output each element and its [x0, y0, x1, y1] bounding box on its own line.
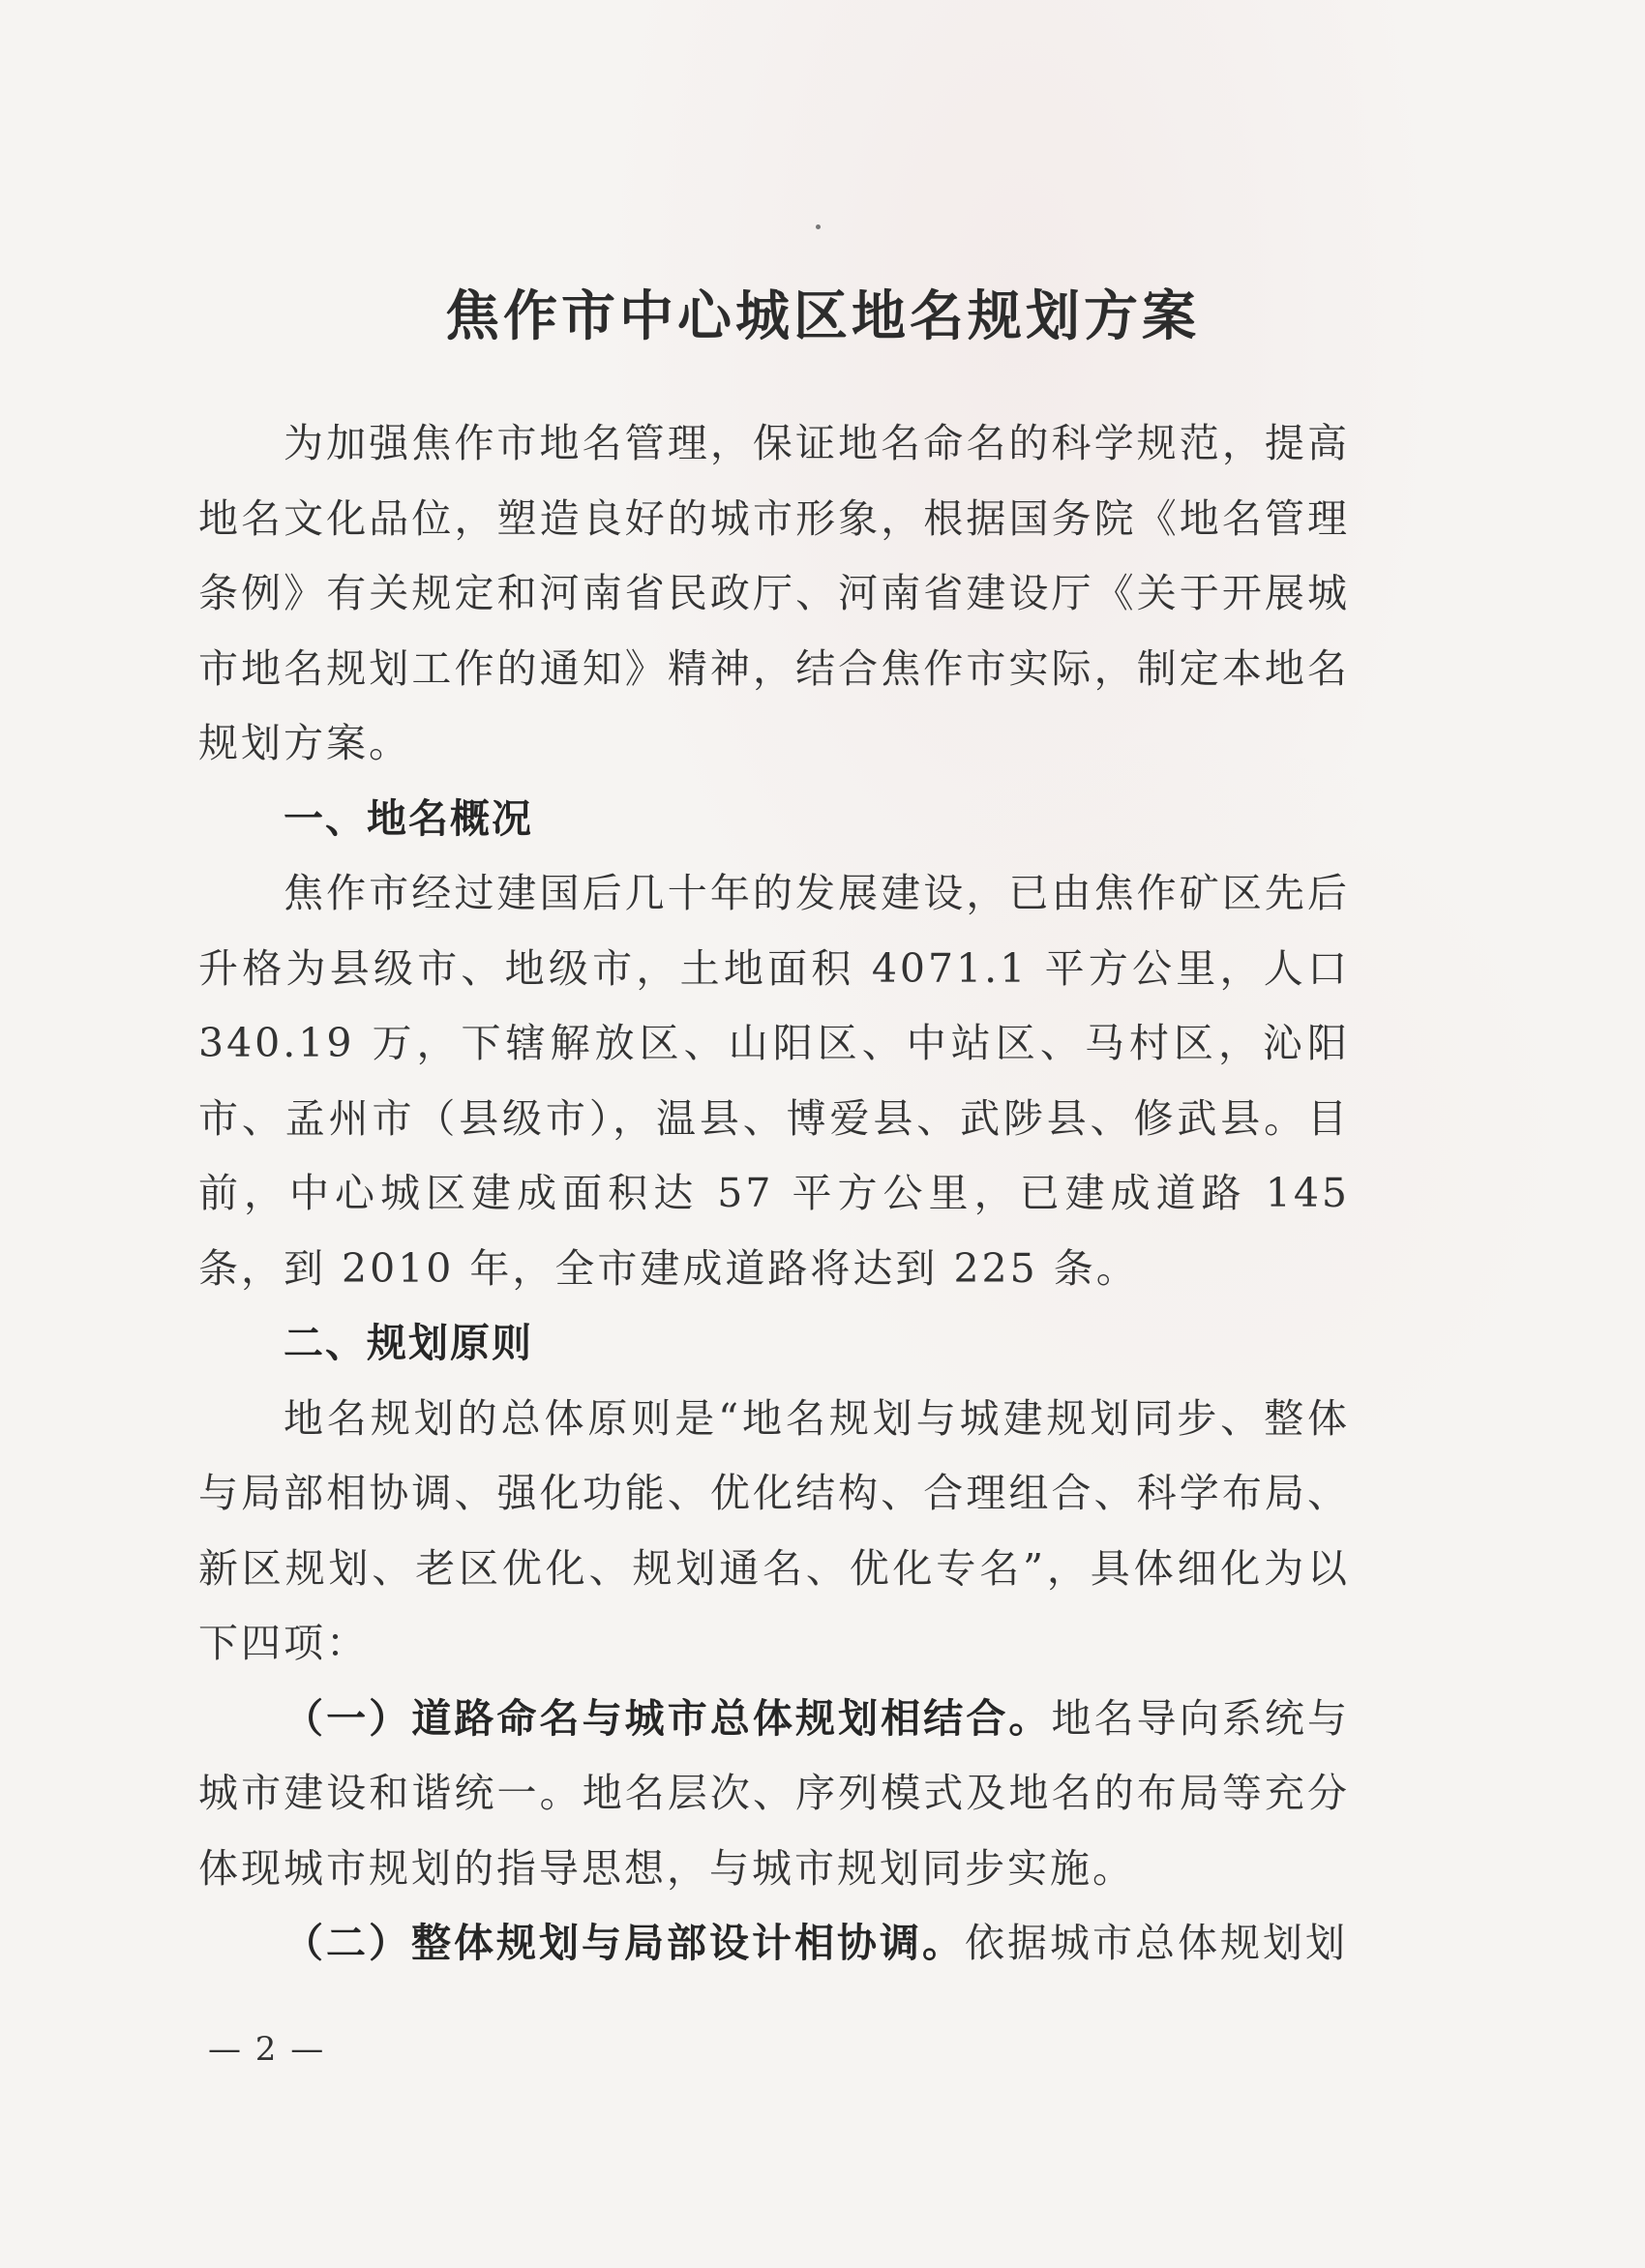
principles-paragraph: 地名规划的总体原则是“地名规划与城建规划同步、整体与局部相协调、强化功能、优化结构、合理组合、科学布局、新区规划、老区优化、规划通名、优化专名”，具体细化为以下四项： — [198, 1394, 1350, 1666]
principle-item-1-lead: （一）道路命名与城市总体规划相结合。 — [284, 1694, 1052, 1742]
principle-item-2 — [198, 1906, 1350, 1982]
section-heading-overview: 一、地名概况 — [284, 794, 533, 842]
intro-paragraph: 为加强焦作市地名管理，保证地名命名的科学规范，提高地名文化品位，塑造良好的城市形象，根据国务院《地名管理条例》有关规定和河南省民政厅、河南省建设厅《关于开展城市地名规划工作的通知》精神，结合焦作市实际，制定本地名规划方案。 — [198, 420, 1350, 766]
scan-speck — [816, 224, 821, 229]
principle-item-2-text: 依据城市总体规划划 — [965, 1920, 1348, 1966]
overview-paragraph: 焦作市经过建国后几十年的发展建设，已由焦作矿区先后升格为县级市、地级市，土地面积 4071.1 平方公里，人口 340.19 万，下辖解放区、山阳区、中站区、马村区，沁阳市、孟州市（县级市），温县、博爱县、武陟县、修武县。目前，中心城区建成面积达 57 平方公里，已建成道路 145 条，到 2010 年，全市建成道路将达到 225 条。 — [198, 870, 1350, 1292]
section-heading-principles: 二、规划原则 — [284, 1320, 533, 1366]
principle-item-1-text: 地名导向系统与城市建设和谐统一。地名层次、序列模式及地名的布局等充分体现城市规划的指导思想，与城市规划同步实施。 — [198, 1694, 1350, 1892]
principle-item-1 — [198, 1682, 1350, 1907]
document-body — [198, 406, 1350, 1982]
page-number: — 2 — — [208, 2030, 326, 2069]
principle-item-2-lead: （二）整体规划与局部设计相协调。 — [284, 1920, 965, 1966]
document-title: 焦作市中心城区地名规划方案 — [445, 285, 1200, 348]
